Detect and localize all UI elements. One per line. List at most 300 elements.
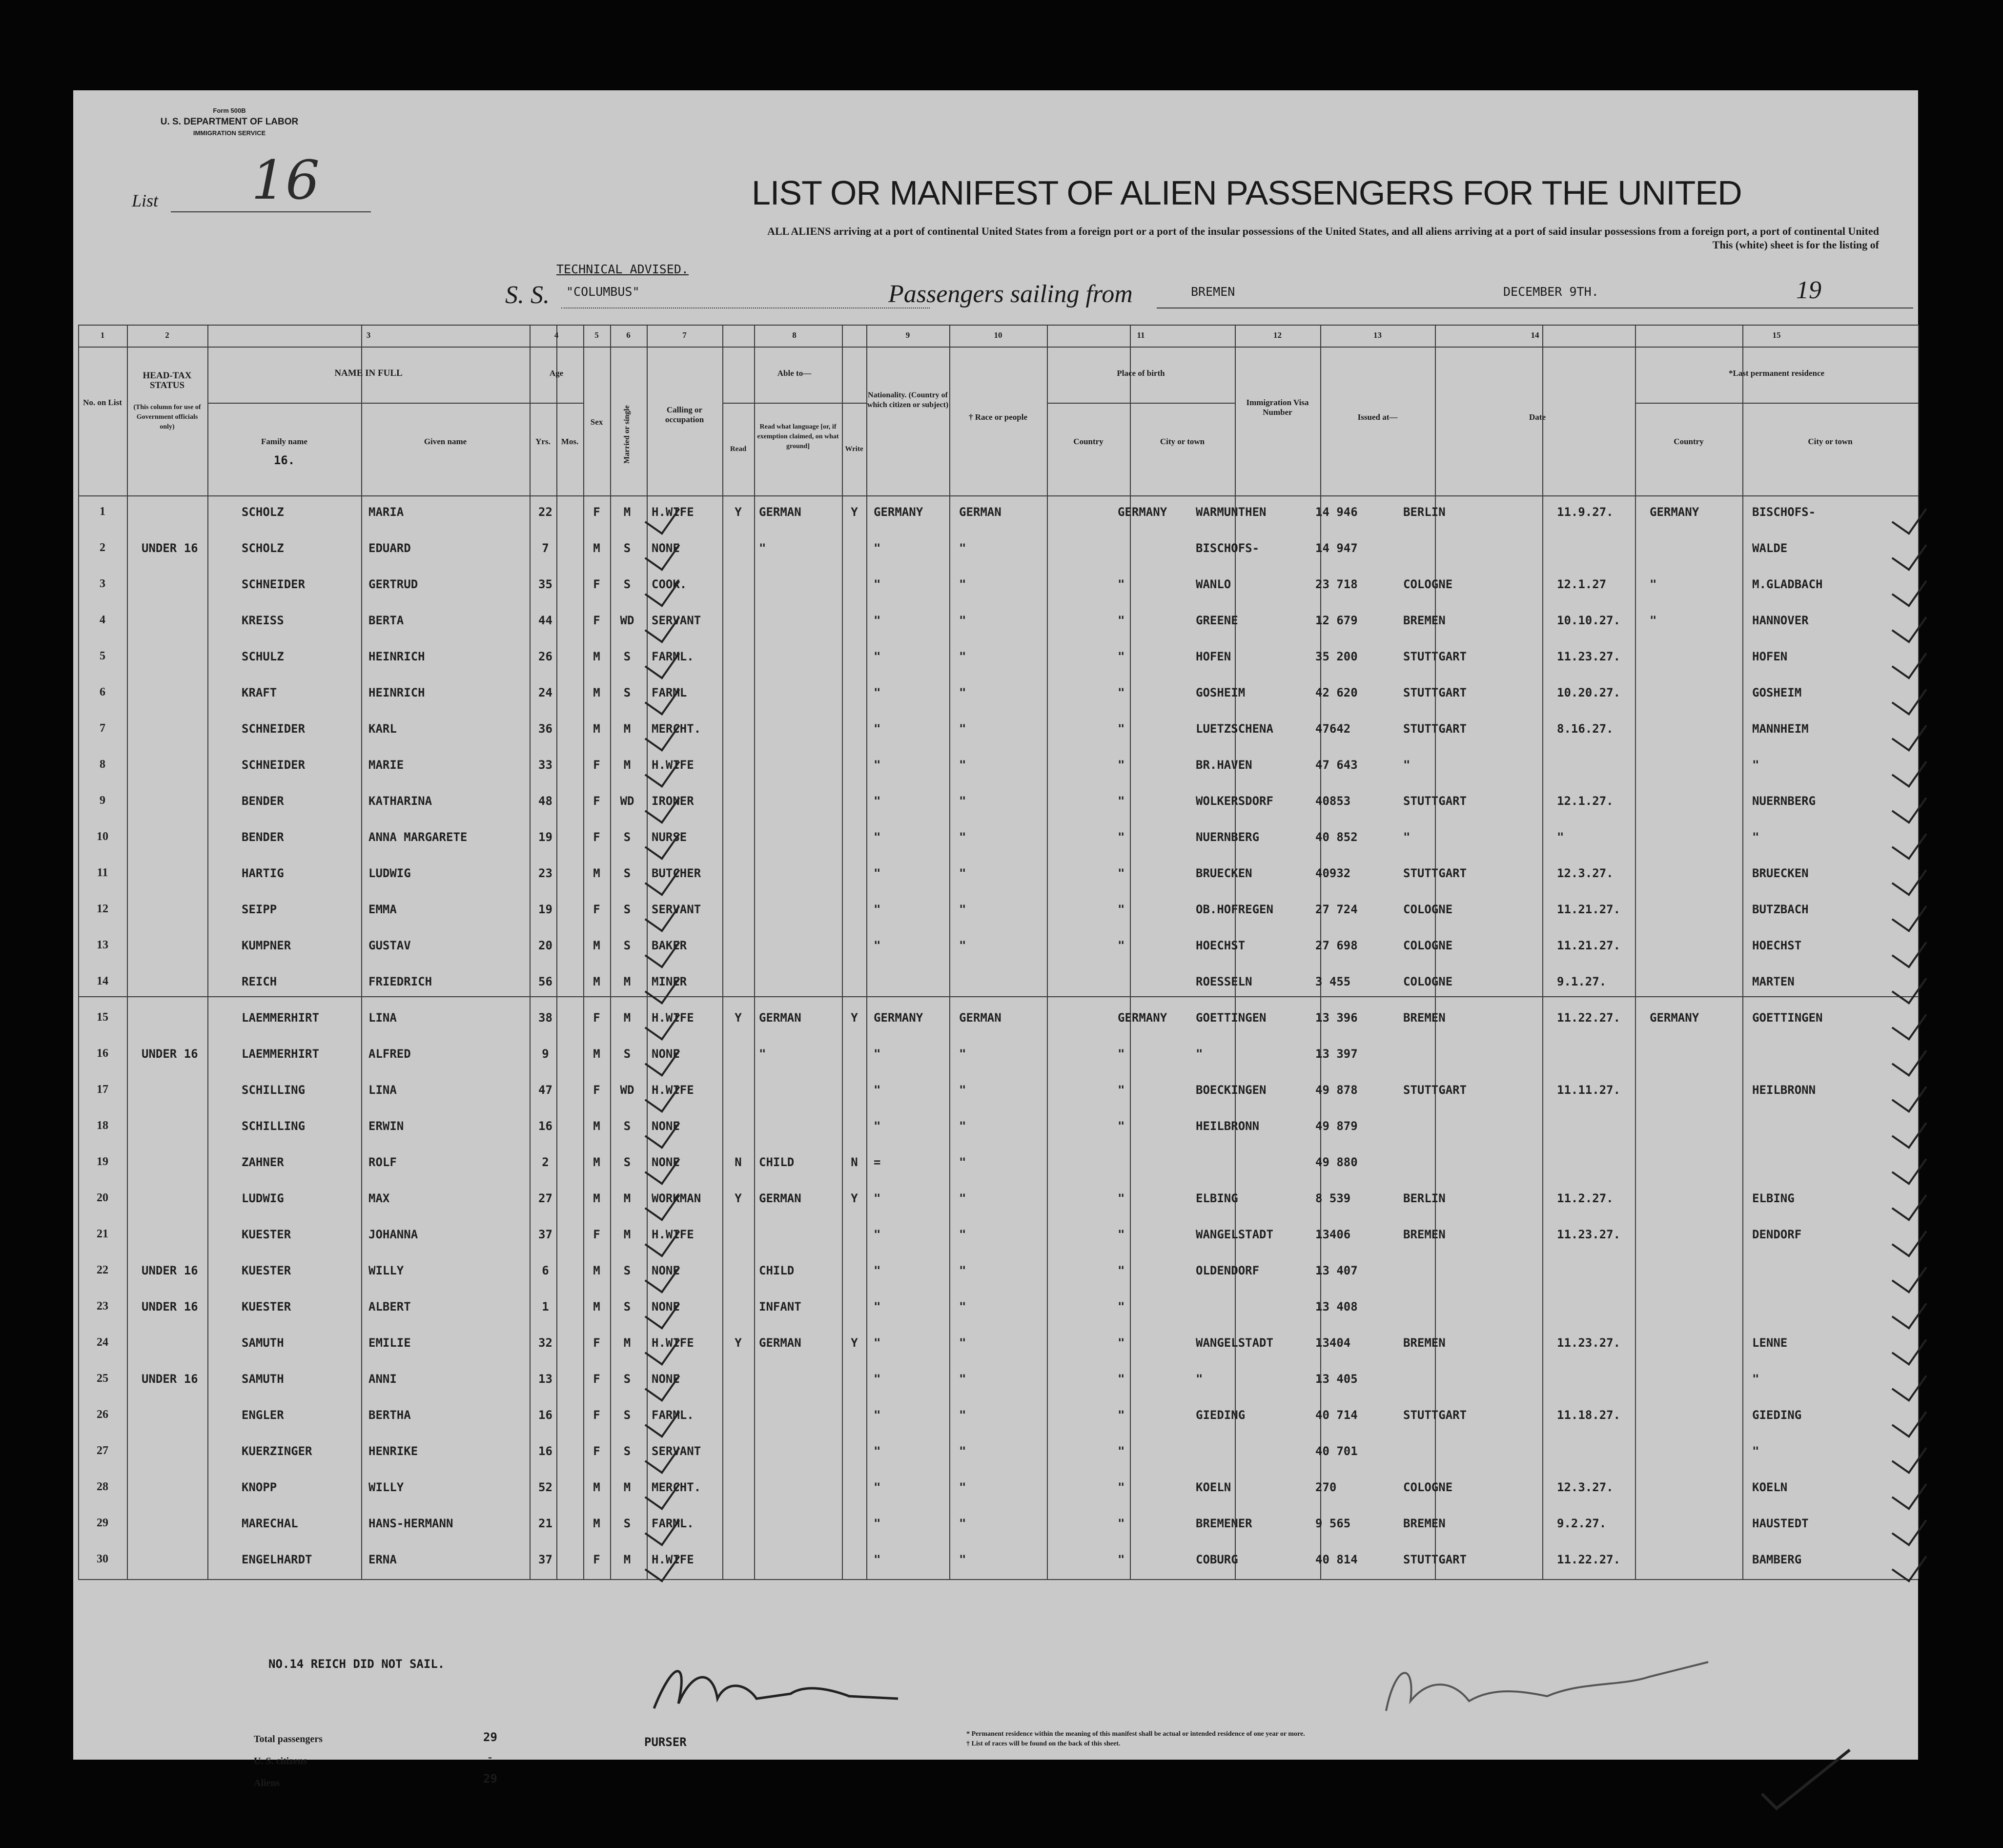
row-27-occ: SERVANT	[652, 1444, 701, 1458]
row-14-no: 14	[97, 975, 108, 987]
header-head-tax: HEAD-TAX STATUS	[143, 370, 192, 390]
check-mark	[1892, 894, 1927, 932]
row-12-visa: 27 724	[1315, 903, 1358, 916]
check-mark	[1892, 786, 1927, 824]
check-mark	[1892, 1364, 1927, 1402]
row-28-ms: M	[623, 1480, 631, 1494]
row-20-rcity: ELBING	[1752, 1191, 1795, 1205]
list-underline	[171, 211, 371, 212]
birth-subheader-line	[1047, 403, 1235, 404]
check-mark	[645, 1436, 680, 1474]
row-11-bcountry: "	[1118, 866, 1125, 880]
row-19-lang: CHILD	[759, 1155, 795, 1169]
row-18-ms: S	[623, 1119, 631, 1133]
row-3-race: "	[959, 577, 966, 591]
row-19-write: N	[851, 1155, 858, 1169]
row-7-given: KARL	[368, 722, 397, 736]
column-divider	[754, 325, 755, 1579]
row-10-bcity: NUERNBERG	[1196, 830, 1260, 844]
row-7-bcountry: "	[1118, 722, 1125, 736]
row-10-visa: 40 852	[1315, 830, 1358, 844]
able-subheader-line	[722, 403, 866, 404]
row-7-rcity: MANNHEIM	[1752, 722, 1809, 736]
row-30-bcity: COBURG	[1196, 1553, 1238, 1566]
row-16-bcity: "	[1196, 1047, 1203, 1061]
row-12-yrs: 19	[538, 903, 552, 916]
check-mark	[1892, 1183, 1927, 1221]
row-3-no: 3	[100, 577, 105, 590]
purser-label: PURSER	[644, 1735, 687, 1749]
row-27-given: HENRIKE	[368, 1444, 418, 1458]
row-30-ms: M	[623, 1553, 631, 1566]
row-14-issued: COLOGNE	[1403, 975, 1453, 988]
row-8-race: "	[959, 758, 966, 772]
row-8-bcity: BR.HAVEN	[1196, 758, 1252, 772]
row-13-nat: "	[874, 939, 881, 952]
row-10-no: 10	[97, 830, 108, 843]
sailing-year: 19	[1796, 276, 1821, 304]
row-19-no: 19	[97, 1155, 108, 1168]
row-28-sex: M	[593, 1480, 600, 1494]
check-mark	[1892, 750, 1927, 788]
row-10-family: BENDER	[242, 830, 284, 844]
column-number: 13	[1373, 330, 1382, 340]
row-24-race: "	[959, 1336, 966, 1350]
check-mark	[645, 858, 680, 896]
row-18-bcity: HEILBRONN	[1196, 1119, 1260, 1133]
row-26-family: ENGLER	[242, 1408, 284, 1422]
row-1-nat: GERMANY	[874, 505, 923, 519]
check-mark	[645, 678, 680, 716]
row-19-given: ROLF	[368, 1155, 397, 1169]
row-12-no: 12	[97, 903, 108, 915]
row-14-occ: MINER	[652, 975, 687, 988]
check-mark	[645, 1472, 680, 1510]
row-28-bcity: KOELN	[1196, 1480, 1231, 1494]
row-10-rcity: "	[1752, 830, 1759, 844]
row-13-date: 11.21.27.	[1557, 939, 1621, 952]
row-7-yrs: 36	[538, 722, 552, 736]
row-15-read: Y	[735, 1011, 742, 1025]
column-divider	[1542, 325, 1543, 1579]
check-mark	[1892, 1003, 1927, 1041]
row-12-date: 11.21.27.	[1557, 903, 1621, 916]
row-12-race: "	[959, 903, 966, 916]
row-2-tax: UNDER 16	[142, 541, 198, 555]
row-20-sex: M	[593, 1191, 600, 1205]
row-3-rcountry: "	[1650, 577, 1657, 591]
row-23-occ: NONE	[652, 1300, 680, 1314]
row-23-tax: UNDER 16	[142, 1300, 198, 1314]
row-21-ms: M	[623, 1228, 631, 1241]
check-mark	[1892, 714, 1927, 752]
row-4-occ: SERVANT	[652, 614, 701, 627]
row-15-no: 15	[97, 1011, 108, 1024]
row-19-sex: M	[593, 1155, 600, 1169]
row-23-family: KUESTER	[242, 1300, 291, 1314]
row-3-nat: "	[874, 577, 881, 591]
row-24-bcity: WANGELSTADT	[1196, 1336, 1273, 1350]
row-20-yrs: 27	[538, 1191, 552, 1205]
list-number: 16	[251, 149, 320, 211]
row-1-yrs: 22	[538, 505, 552, 519]
row-18-nat: "	[874, 1119, 881, 1133]
name-subheader-line	[207, 403, 530, 404]
row-7-bcity: LUETZSCHENA	[1196, 722, 1273, 736]
age-subheader-line	[530, 403, 583, 404]
row-12-nat: "	[874, 903, 881, 916]
row-5-sex: M	[593, 650, 600, 663]
column-divider	[207, 325, 208, 1579]
row-1-rcity: BISCHOFS-	[1752, 505, 1816, 519]
row-24-ms: M	[623, 1336, 631, 1350]
column-number: 15	[1772, 330, 1781, 340]
row-24-date: 11.23.27.	[1557, 1336, 1621, 1350]
check-mark	[645, 1111, 680, 1149]
column-divider	[842, 325, 843, 1579]
row-29-visa: 9 565	[1315, 1517, 1351, 1530]
row-5-no: 5	[100, 650, 105, 662]
column-divider	[1047, 325, 1048, 1579]
row-17-sex: F	[593, 1083, 600, 1097]
row-15-date: 11.22.27.	[1557, 1011, 1621, 1025]
row-11-visa: 40932	[1315, 866, 1351, 880]
row-17-nat: "	[874, 1083, 881, 1097]
row-4-family: KREISS	[242, 614, 284, 627]
row-13-yrs: 20	[538, 939, 552, 952]
row-5-family: SCHULZ	[242, 650, 284, 663]
ss-note: TECHNICAL ADVISED.	[556, 262, 689, 276]
row-21-bcountry: "	[1118, 1228, 1125, 1241]
row-28-yrs: 52	[538, 1480, 552, 1494]
column-divider	[127, 325, 128, 1579]
row-16-ms: S	[623, 1047, 631, 1061]
column-number: 2	[165, 330, 169, 340]
check-mark	[645, 822, 680, 860]
row-20-lang: GERMAN	[759, 1191, 801, 1205]
row-16-occ: NONE	[652, 1047, 680, 1061]
header-name-in-full: NAME IN FULL	[334, 368, 403, 378]
row-11-sex: M	[593, 866, 600, 880]
check-mark	[1892, 1219, 1927, 1257]
row-5-rcity: HOFEN	[1752, 650, 1788, 663]
row-30-nat: "	[874, 1553, 881, 1566]
did-not-sail-note: NO.14 REICH DID NOT SAIL.	[268, 1657, 445, 1671]
check-mark	[645, 1219, 680, 1257]
row-21-family: KUESTER	[242, 1228, 291, 1241]
column-number-divider	[78, 347, 1918, 348]
row-8-issued: "	[1403, 758, 1410, 772]
header-birth-country: Country	[1073, 437, 1104, 446]
row-11-occ: BUTCHER	[652, 866, 701, 880]
handwritten-annotation	[1376, 1643, 1718, 1740]
row-7-race: "	[959, 722, 966, 736]
row-30-issued: STUTTGART	[1403, 1553, 1467, 1566]
row-14-sex: M	[593, 975, 600, 988]
row-29-no: 29	[97, 1517, 108, 1529]
header-place-of-birth: Place of birth	[1117, 369, 1165, 378]
row-18-visa: 49 879	[1315, 1119, 1358, 1133]
column-divider	[556, 325, 557, 1579]
row-15-race: GERMAN	[959, 1011, 1002, 1025]
row-22-occ: NONE	[652, 1264, 680, 1277]
check-mark	[645, 1039, 680, 1077]
subtitle-line-2: This (white) sheet is for the listing of	[1712, 239, 1879, 251]
check-mark	[1892, 822, 1927, 860]
row-10-issued: "	[1403, 830, 1410, 844]
row-25-occ: NONE	[652, 1372, 680, 1386]
row-28-given: WILLY	[368, 1480, 404, 1494]
row-9-ms: WD	[620, 794, 634, 808]
column-number: 9	[905, 330, 910, 340]
row-11-no: 11	[97, 866, 108, 879]
row-11-nat: "	[874, 866, 881, 880]
row-20-issued: BERLIN	[1403, 1191, 1446, 1205]
check-mark	[1892, 1147, 1927, 1185]
row-2-no: 2	[100, 541, 105, 554]
final-checkmark	[1757, 1745, 1855, 1813]
row-27-sex: F	[593, 1444, 600, 1458]
row-7-sex: M	[593, 722, 600, 736]
row-20-occ: WORKMAN	[652, 1191, 701, 1205]
row-8-sex: F	[593, 758, 600, 772]
row-2-yrs: 7	[542, 541, 549, 555]
column-number: 3	[366, 330, 371, 340]
sailing-port: BREMEN	[1191, 285, 1235, 299]
check-mark	[645, 1003, 680, 1041]
row-28-nat: "	[874, 1480, 881, 1494]
row-15-sex: F	[593, 1011, 600, 1025]
row-22-yrs: 6	[542, 1264, 549, 1277]
row-27-race: "	[959, 1444, 966, 1458]
row-8-ms: M	[623, 758, 631, 772]
row-8-bcountry: "	[1118, 758, 1125, 772]
row-15-rcity: GOETTINGEN	[1752, 1011, 1823, 1025]
row-8-rcity: "	[1752, 758, 1759, 772]
row-15-yrs: 38	[538, 1011, 552, 1025]
row-6-sex: M	[593, 686, 600, 699]
check-mark	[645, 1292, 680, 1330]
row-3-visa: 23 718	[1315, 577, 1358, 591]
row-26-no: 26	[97, 1408, 108, 1421]
row-10-ms: S	[623, 830, 631, 844]
row-4-sex: F	[593, 614, 600, 627]
page-title: LIST OR MANIFEST OF ALIEN PASSENGERS FOR THE UNITED	[752, 174, 1742, 212]
row-8-visa: 47 643	[1315, 758, 1358, 772]
row-28-issued: COLOGNE	[1403, 1480, 1453, 1494]
header-nationality: Nationality. (Country of which citizen or subject)	[867, 391, 949, 409]
row-26-sex: F	[593, 1408, 600, 1422]
row-28-visa: 270	[1315, 1480, 1337, 1494]
subtitle	[381, 225, 1879, 252]
header-yrs: Yrs.	[535, 437, 551, 446]
row-29-issued: BREMEN	[1403, 1517, 1446, 1530]
row-17-bcountry: "	[1118, 1083, 1125, 1097]
check-mark	[1892, 605, 1927, 643]
row-12-ms: S	[623, 903, 631, 916]
row-11-given: LUDWIG	[368, 866, 411, 880]
row-29-sex: M	[593, 1517, 600, 1530]
row-8-family: SCHNEIDER	[242, 758, 306, 772]
row-13-occ: BAKER	[652, 939, 687, 952]
row-25-visa: 13 405	[1315, 1372, 1358, 1386]
header-no-on-list: No. on List	[83, 398, 122, 407]
row-6-occ: FARML	[652, 686, 687, 699]
row-3-sex: F	[593, 577, 600, 591]
row-21-sex: F	[593, 1228, 600, 1241]
header-res-city: City or town	[1808, 437, 1853, 446]
row-22-family: KUESTER	[242, 1264, 291, 1277]
footnote-residence: * Permanent residence within the meaning of this manifest shall be actual or intended residence of one year or more.	[966, 1730, 1305, 1738]
row-27-nat: "	[874, 1444, 881, 1458]
row-14-bcity: ROESSELN	[1196, 975, 1252, 988]
row-24-rcity: LENNE	[1752, 1336, 1788, 1350]
row-2-given: EDUARD	[368, 541, 411, 555]
header-res-country: Country	[1674, 437, 1704, 446]
row-6-ms: S	[623, 686, 631, 699]
row-14-ms: M	[623, 975, 631, 988]
header-head-tax-note: (This column for use of Government officials only)	[133, 404, 201, 431]
row-28-family: KNOPP	[242, 1480, 277, 1494]
department: U. S. DEPARTMENT OF LABOR	[160, 117, 299, 127]
row-11-issued: STUTTGART	[1403, 866, 1467, 880]
column-number: 12	[1273, 330, 1282, 340]
check-mark	[645, 1255, 680, 1294]
row-14-divider	[78, 996, 1918, 997]
row-1-sex: F	[593, 505, 600, 519]
row-30-no: 30	[97, 1553, 108, 1565]
row-29-date: 9.2.27.	[1557, 1517, 1607, 1530]
row-17-yrs: 47	[538, 1083, 552, 1097]
row-17-occ: H.WIFE	[652, 1083, 694, 1097]
row-8-given: MARIE	[368, 758, 404, 772]
column-divider	[866, 325, 867, 1579]
check-mark	[1892, 678, 1927, 716]
row-18-no: 18	[97, 1119, 108, 1132]
row-11-race: "	[959, 866, 966, 880]
row-6-date: 10.20.27.	[1557, 686, 1621, 699]
column-divider	[949, 325, 950, 1579]
header-birth-city: City or town	[1160, 437, 1205, 446]
row-26-yrs: 16	[538, 1408, 552, 1422]
row-9-yrs: 48	[538, 794, 552, 808]
check-mark	[645, 497, 680, 535]
row-18-family: SCHILLING	[242, 1119, 306, 1133]
row-9-bcountry: "	[1118, 794, 1125, 808]
row-24-bcountry: "	[1118, 1336, 1125, 1350]
row-21-date: 11.23.27.	[1557, 1228, 1621, 1241]
check-mark	[645, 930, 680, 968]
row-23-no: 23	[97, 1300, 108, 1313]
row-15-bcity: GOETTINGEN	[1196, 1011, 1267, 1025]
row-9-family: BENDER	[242, 794, 284, 808]
row-26-issued: STUTTGART	[1403, 1408, 1467, 1422]
row-25-yrs: 13	[538, 1372, 552, 1386]
row-1-read: Y	[735, 505, 742, 519]
row-11-bcity: BRUECKEN	[1196, 866, 1252, 880]
row-5-occ: FARML.	[652, 650, 694, 663]
row-16-lang: "	[759, 1047, 766, 1061]
row-1-visa: 14 946	[1315, 505, 1358, 519]
row-13-bcountry: "	[1118, 939, 1125, 952]
row-27-ms: S	[623, 1444, 631, 1458]
row-27-no: 27	[97, 1444, 108, 1457]
row-13-issued: COLOGNE	[1403, 939, 1453, 952]
row-20-visa: 8 539	[1315, 1191, 1351, 1205]
row-21-issued: BREMEN	[1403, 1228, 1446, 1241]
row-16-given: ALFRED	[368, 1047, 411, 1061]
row-4-nat: "	[874, 614, 881, 627]
column-number: 11	[1137, 330, 1145, 340]
column-number: 8	[792, 330, 797, 340]
row-24-occ: H.WIFE	[652, 1336, 694, 1350]
list-label: List	[132, 191, 159, 210]
row-17-given: LINA	[368, 1083, 397, 1097]
row-27-visa: 40 701	[1315, 1444, 1358, 1458]
row-12-bcountry: "	[1118, 903, 1125, 916]
row-15-ms: M	[623, 1011, 631, 1025]
row-2-visa: 14 947	[1315, 541, 1358, 555]
row-16-yrs: 9	[542, 1047, 549, 1061]
row-30-sex: F	[593, 1553, 600, 1566]
row-6-visa: 42 620	[1315, 686, 1358, 699]
row-9-date: 12.1.27.	[1557, 794, 1614, 808]
header-given-name: Given name	[424, 437, 467, 446]
residence-subheader-line	[1635, 403, 1918, 404]
row-20-bcountry: "	[1118, 1191, 1125, 1205]
row-28-date: 12.3.27.	[1557, 1480, 1614, 1494]
row-4-no: 4	[100, 614, 105, 626]
ship-name: "COLUMBUS"	[566, 285, 640, 299]
check-mark	[1892, 1472, 1927, 1510]
row-16-tax: UNDER 16	[142, 1047, 198, 1061]
row-4-yrs: 44	[538, 614, 552, 627]
row-25-sex: F	[593, 1372, 600, 1386]
check-mark	[1892, 569, 1927, 607]
row-12-occ: SERVANT	[652, 903, 701, 916]
row-21-rcity: DENDORF	[1752, 1228, 1802, 1241]
row-22-sex: M	[593, 1264, 600, 1277]
row-30-rcity: BAMBERG	[1752, 1553, 1802, 1566]
row-30-yrs: 37	[538, 1553, 552, 1566]
row-12-sex: F	[593, 903, 600, 916]
row-12-issued: COLOGNE	[1403, 903, 1453, 916]
header-race: † Race or people	[968, 412, 1028, 422]
row-9-bcity: WOLKERSDORF	[1196, 794, 1273, 808]
row-4-rcity: HANNOVER	[1752, 614, 1809, 627]
header-age: Age	[549, 369, 564, 378]
check-mark	[645, 714, 680, 752]
column-divider	[583, 325, 584, 1579]
row-24-visa: 13404	[1315, 1336, 1351, 1350]
column-number: 5	[594, 330, 599, 340]
check-mark	[1892, 1436, 1927, 1474]
row-11-family: HARTIG	[242, 866, 284, 880]
row-3-occ: COOK.	[652, 577, 687, 591]
row-1-issued: BERLIN	[1403, 505, 1446, 519]
row-25-bcountry: "	[1118, 1372, 1125, 1386]
row-19-ms: S	[623, 1155, 631, 1169]
row-6-issued: STUTTGART	[1403, 686, 1467, 699]
row-20-race: "	[959, 1191, 966, 1205]
row-15-issued: BREMEN	[1403, 1011, 1446, 1025]
row-27-rcity: "	[1752, 1444, 1759, 1458]
row-3-given: GERTRUD	[368, 577, 418, 591]
header-read-language: Read what language [or, if exemption claimed, on what ground]	[757, 423, 839, 450]
row-11-yrs: 23	[538, 866, 552, 880]
row-2-lang: "	[759, 541, 766, 555]
row-23-ms: S	[623, 1300, 631, 1314]
